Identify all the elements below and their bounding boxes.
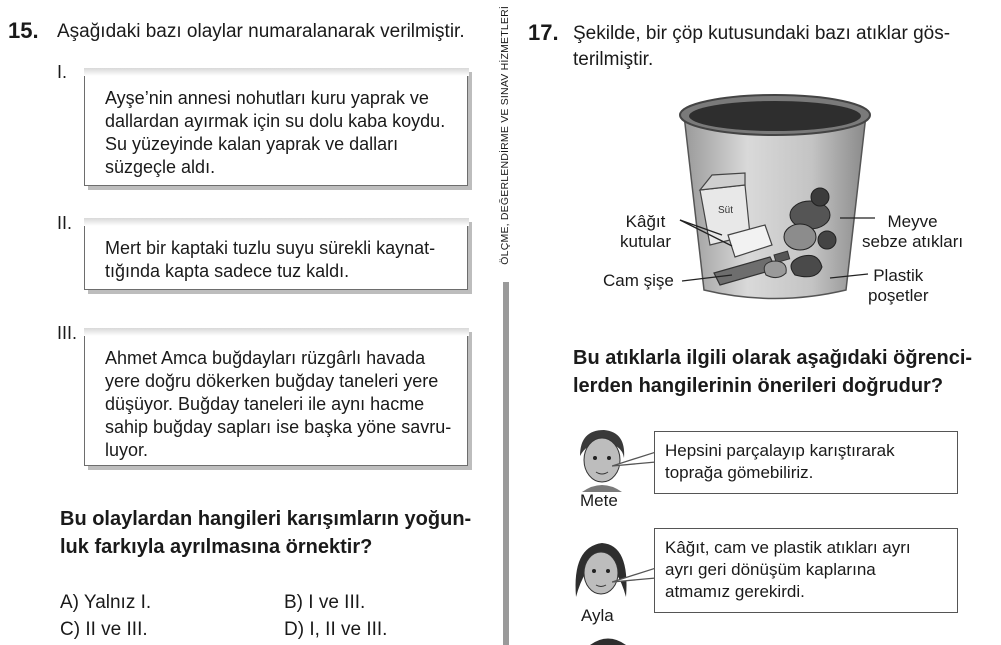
label-fruit-waste: Meyve sebze atıkları xyxy=(862,212,964,251)
q15-number: 15. xyxy=(8,18,39,43)
column-divider xyxy=(503,282,509,645)
student-ayla-name: Ayla xyxy=(581,606,614,625)
option-b[interactable]: B) I ve III. xyxy=(284,592,366,613)
event-3-numeral: III. xyxy=(57,323,78,343)
student-mete-name: Mete xyxy=(580,491,618,510)
q17-question: Bu atıklarla ilgili olarak aşağıdaki öğrenci- lerden hangilerinin önerileri doğrudur? xyxy=(573,347,973,397)
event-2-text: Mert bir kaptaki tuzlu suyu sürekli kaynat- tığında kapta sadece tuz kaldı. xyxy=(105,238,436,281)
label-paper-boxes: Kâğıt kutular xyxy=(620,212,672,251)
carton-text: Süt xyxy=(718,205,734,216)
q15-question: Bu olaylardan hangileri karışımların yoğun- luk farkıyla ayrılmasına örnektir? xyxy=(60,508,472,558)
speech-bubble-ayla: Kâğıt, cam ve plastik atıkları ayrı ayrı geri dönüşüm kaplarına atmamız gerekirdi. xyxy=(654,528,958,613)
event-2-card xyxy=(84,218,468,290)
event-3-card xyxy=(84,328,468,466)
event-1-text: Ayşe’nin annesi nohutları kuru yaprak ve dallardan ayırmak için su dolu kaba koydu. Su yüzeyinde kalan yaprak ve dalları süzgeçle aldı. xyxy=(105,88,446,177)
q17-number: 17. xyxy=(528,20,559,45)
event-2-numeral: II. xyxy=(57,213,73,233)
speech-bubble-mete: Hepsini parçalayıp karıştırarak toprağa gömebiliriz. xyxy=(654,431,958,494)
option-a[interactable]: A) Yalnız I. xyxy=(60,592,152,613)
speech-tail-mete xyxy=(612,450,656,470)
q15-intro: Aşağıdaki bazı olaylar numaralanarak verilmiştir. xyxy=(57,21,465,42)
label-pointer-lines xyxy=(670,200,890,300)
option-d[interactable]: D) I, II ve III. xyxy=(284,619,388,640)
publisher-side-text: ÖLÇME, DEĞERLENDİRME VE SINAV HİZMETLERİ xyxy=(499,6,511,265)
bin-opening xyxy=(689,101,861,131)
event-3-text: Ahmet Amca buğdayları rüzgârlı havada yere doğru dökerken buğday taneleri yere düşüyor. Buğday taneleri ile aynı hacme sahip buğday sapları ise başka yöne savru- luyor. xyxy=(105,348,452,460)
student-partial-avatar xyxy=(588,636,628,645)
label-plastic-bags: Plastik poşetler xyxy=(868,266,929,305)
event-1-card xyxy=(84,68,468,186)
option-c[interactable]: C) II ve III. xyxy=(60,619,148,640)
event-1-numeral: I. xyxy=(57,62,68,82)
speech-tail-ayla xyxy=(612,566,656,586)
label-glass-bottle: Cam şişe xyxy=(603,271,674,290)
q17-intro-line1: Şekilde, bir çöp kutusundaki bazı atıklar gös- xyxy=(573,23,951,44)
q17-intro-line2: terilmiştir. xyxy=(573,49,654,70)
